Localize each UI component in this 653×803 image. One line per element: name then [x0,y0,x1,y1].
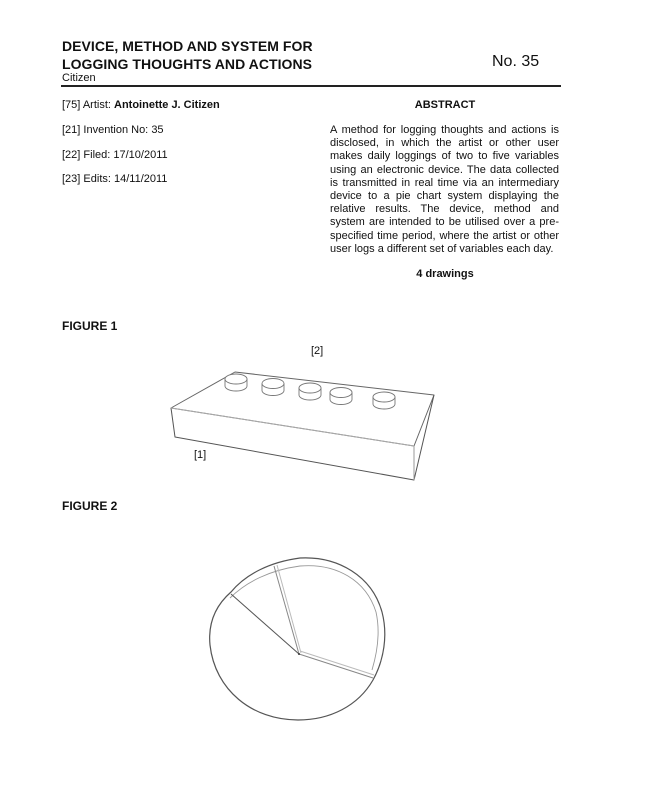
meta-code: [22] [62,149,81,161]
device-button [373,392,395,409]
figure-1-callout-1: [1] [194,449,207,461]
drawings-count: 4 drawings [416,268,474,280]
meta-label: Invention No: [83,124,149,136]
document-number: No. 35 [492,53,540,70]
meta-label: Edits: [83,173,111,185]
button-top [299,383,321,393]
meta-code: [75] [62,99,81,111]
meta-value: 14/11/2011 [114,173,168,185]
button-top [262,379,284,389]
device-button [262,379,284,396]
document-title-line-2: LOGGING THOUGHTS AND ACTIONS [62,56,313,72]
device-button [299,383,321,400]
device-button [225,374,247,391]
meta-code: [21] [62,124,81,136]
figure-1-callout-2: [2] [311,345,324,357]
device-front-edge [171,395,434,480]
document-title-line-1: DEVICE, METHOD AND SYSTEM FOR [62,38,313,54]
figure-2-label: FIGURE 2 [62,499,118,513]
meta-value: Antoinette J. Citizen [114,99,220,111]
device-top-front-edge [171,408,414,446]
abstract-body: A method for logging thoughts and actions is disclosed, in which the artist or other user makes daily loggings of two to five variables using an electronic device. The data collected is transmitted in real time via an intermediary device to a pie chart system displaying the relative results. The device, method and system are intended to be utilised over a pre-specified time period, where the artist or other user logs a different set of variables each day. [330,124,559,255]
button-top [373,392,395,402]
meta-value: 17/10/2011 [113,149,168,161]
figure-1-label: FIGURE 1 [62,319,118,333]
device-top-face [171,372,434,446]
button-top [225,374,247,384]
button-top [330,388,352,398]
device-button [330,388,352,405]
meta-label: Filed: [83,149,111,161]
meta-code: [23] [62,173,81,185]
abstract-heading: ABSTRACT [414,99,476,111]
meta-label: Artist: [82,99,111,111]
device-buttons [225,374,395,409]
document-subtitle: Citizen [62,72,96,84]
meta-value: 35 [151,124,164,136]
